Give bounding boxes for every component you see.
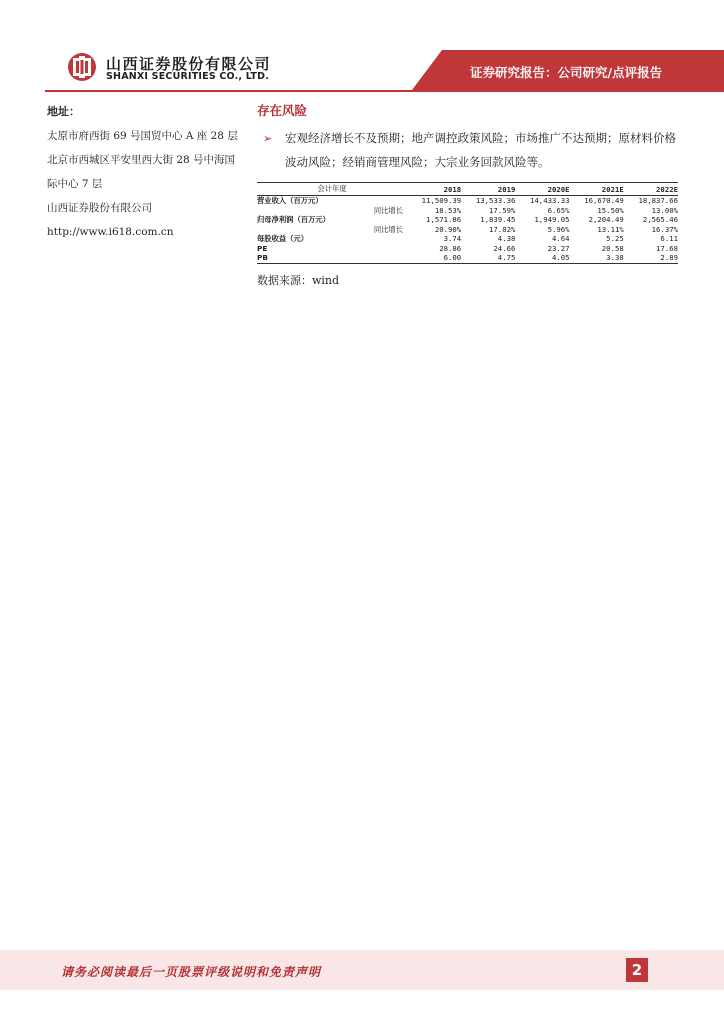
table-cell: 1,571.86 <box>426 215 462 224</box>
row-label: 同比增长 <box>373 224 403 234</box>
header-label: 会计年度 <box>257 183 407 196</box>
table-cell: 4.38 <box>497 234 516 243</box>
data-source: 数据来源：wind <box>257 273 340 287</box>
table-cell: 17.59% <box>489 205 516 215</box>
table-cell: 3.38 <box>570 253 624 263</box>
page-number: 2 <box>626 958 648 982</box>
table-cell: 2,204.49 <box>588 215 624 224</box>
address-line-1: 太原市府西街 69 号国贸中心 A 座 28 层 <box>47 130 238 142</box>
company-name-line: 山西证券股份有限公司 <box>47 202 152 214</box>
year-header: 2021E <box>570 183 624 196</box>
table-header-row <box>257 183 678 196</box>
table-cell: 18,837.66 <box>638 196 678 205</box>
year-header: 2019 <box>461 183 515 196</box>
table-cell: 4.75 <box>461 253 515 263</box>
table-cell: 24.66 <box>493 243 516 253</box>
row-label: PB <box>257 253 407 263</box>
table-body <box>257 196 678 264</box>
table-cell: 4.64 <box>551 234 570 243</box>
table-cell: 2.89 <box>624 253 678 263</box>
row-label: 每股收益（元） <box>257 234 309 243</box>
table-cell: 16,670.49 <box>584 196 624 205</box>
table-row <box>257 196 678 206</box>
disclaimer-text: 请务必阅读最后一页股票评级说明和免责声明 <box>61 965 322 979</box>
year-header: 2022E <box>624 183 678 196</box>
table-cell: 1,949.05 <box>534 215 570 224</box>
table-cell: 20.90% <box>434 224 462 234</box>
table-cell: 6.11 <box>660 234 678 243</box>
year-header: 2020E <box>515 183 569 196</box>
header-divider <box>45 90 724 92</box>
website-link[interactable]: http://www.i618.com.cn <box>47 226 174 238</box>
table-cell: 11,509.39 <box>421 196 462 205</box>
table-cell: 13,533.36 <box>475 196 516 205</box>
table-cell: 6.65% <box>547 205 570 215</box>
table-cell: 1,839.45 <box>480 215 516 224</box>
table-cell: 4.05 <box>515 253 569 263</box>
main-content <box>257 100 680 288</box>
row-label: 归母净利润（百万元） <box>257 215 330 224</box>
address-label: 地址： <box>47 105 80 118</box>
table-cell: 17.68 <box>656 243 678 253</box>
table-cell: 5.25 <box>606 234 624 243</box>
table-row <box>257 234 678 244</box>
table-cell: 13.00% <box>651 205 678 215</box>
risk-text: 宏观经济增长不及预期；地产调控政策风险；市场推广不达预期；原材料价格波动风险；经销商管理风险；大宗业务回款风险等。 <box>285 131 676 169</box>
table-row <box>257 244 678 254</box>
address-line-3: 际中心 7 层 <box>47 178 103 190</box>
company-name-en: SHANXI SECURITIES CO., LTD. <box>106 71 270 82</box>
section-title: 存在风险 <box>257 103 308 118</box>
table-row <box>257 253 678 263</box>
address-line-2: 北京市西城区平安里西大街 28 号中海国 <box>47 154 236 166</box>
table-cell: 18.53% <box>434 205 462 215</box>
table-cell: 20.58 <box>601 243 624 253</box>
table-cell: 16.37% <box>651 224 678 234</box>
table-cell: 5.96% <box>547 224 570 234</box>
bullet-arrow-icon: ➢ <box>263 132 273 145</box>
report-type: 证券研究报告：公司研究/点评报告 <box>470 65 663 80</box>
contact-sidebar <box>47 100 243 244</box>
financial-table <box>257 182 678 264</box>
table-cell: 3.74 <box>443 234 462 243</box>
row-label: PE <box>257 243 268 253</box>
company-logo-icon <box>67 52 97 82</box>
table-cell: 6.00 <box>407 253 461 263</box>
table-cell: 23.27 <box>547 243 570 253</box>
row-label: 营业收入（百万元） <box>257 196 323 205</box>
table-row <box>257 206 678 216</box>
risk-item <box>257 126 680 174</box>
table-row <box>257 215 678 225</box>
year-header: 2018 <box>407 183 461 196</box>
table-cell: 28.86 <box>439 243 462 253</box>
table-row <box>257 225 678 235</box>
company-name-cn: 山西证券股份有限公司 <box>106 55 272 73</box>
page-header <box>0 0 724 92</box>
table-cell: 2,565.46 <box>642 215 678 224</box>
table-cell: 14,433.33 <box>530 196 570 205</box>
table-cell: 15.50% <box>597 205 624 215</box>
row-label: 同比增长 <box>373 205 403 215</box>
table-cell: 17.02% <box>489 224 516 234</box>
table-cell: 13.11% <box>597 224 624 234</box>
